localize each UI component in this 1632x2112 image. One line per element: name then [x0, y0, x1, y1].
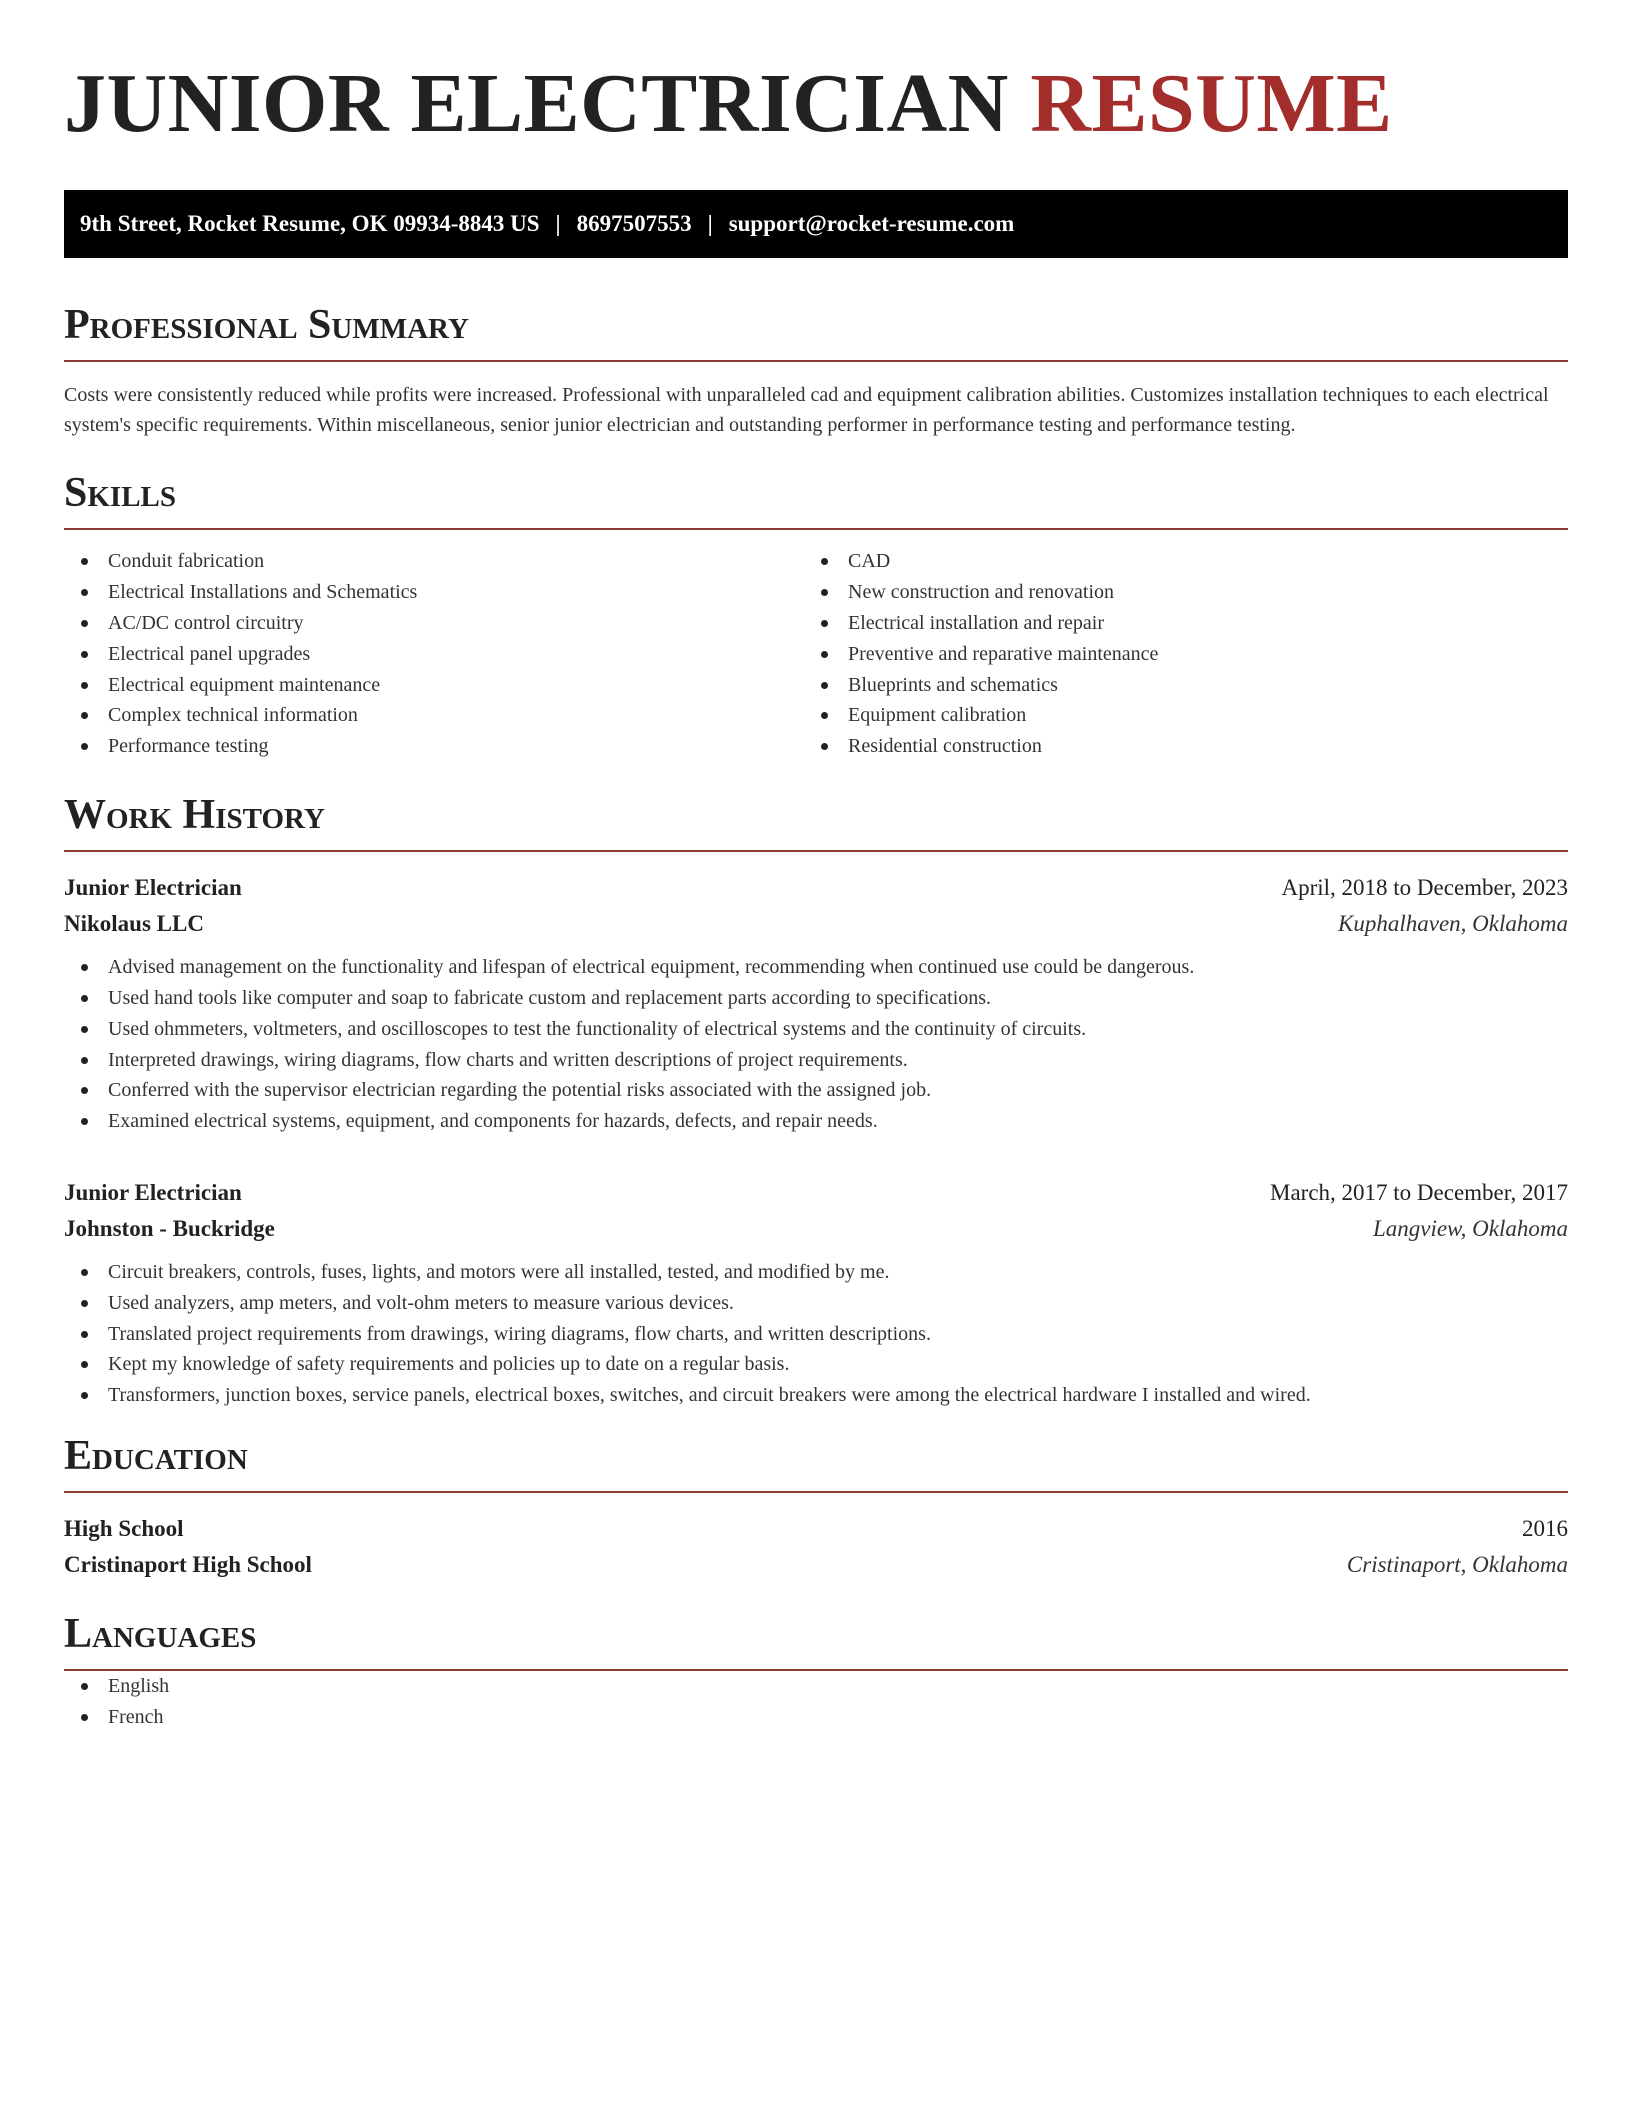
bullet-icon [81, 1118, 88, 1125]
bullet-icon [821, 620, 828, 627]
duty-text: Kept my knowledge of safety requirements and policies up to date on a regular basis. [108, 1353, 790, 1376]
bullet-icon [81, 651, 88, 658]
bullet-icon [81, 1087, 88, 1094]
education-entry [64, 1511, 1568, 1583]
bullet-icon [821, 589, 828, 596]
bullet-icon [81, 1714, 88, 1721]
education-school-row [64, 1547, 1568, 1583]
skill-label: Residential construction [848, 735, 1042, 758]
list-item [804, 546, 1544, 577]
summary-text: Costs were consistently reduced while profits were increased. Professional with unparalleled cad and equipment calibration abilities. Customizes installation techniques to each electrical system's specific requirements. Within miscellaneous, senior junior electrician and outstanding performer in performance testing and performance testing. [64, 384, 1549, 437]
list-item [64, 1349, 1568, 1380]
job-company: Nikolaus LLC [64, 911, 204, 937]
bullet-icon [821, 651, 828, 658]
list-item [804, 731, 1544, 762]
bullet-icon [821, 558, 828, 565]
list-item [64, 1702, 1568, 1733]
bullet-icon [81, 964, 88, 971]
list-item [804, 700, 1544, 731]
job-company-row [64, 906, 1568, 942]
duty-text: Used hand tools like computer and soap to fabricate custom and replacement parts according to specifications. [108, 986, 992, 1009]
duty-text: Examined electrical systems, equipment, and components for hazards, defects, and repair needs. [108, 1110, 878, 1133]
contact-email[interactable]: support@rocket-resume.com [728, 211, 1015, 236]
section-heading: Education [64, 1433, 1568, 1493]
list-item [64, 1380, 1568, 1411]
bullet-icon [81, 1331, 88, 1338]
skill-label: CAD [848, 550, 891, 573]
duty-text: Interpreted drawings, wiring diagrams, flow charts and written descriptions of project requirements. [108, 1048, 908, 1071]
bullet-icon [821, 743, 828, 750]
list-item [804, 639, 1544, 670]
bullet-icon [81, 1361, 88, 1368]
job-duties [64, 1257, 1568, 1411]
bullet-icon [821, 712, 828, 719]
job-title: Junior Electrician [64, 875, 242, 901]
list-item [64, 1106, 1568, 1137]
section-heading: Languages [64, 1611, 1568, 1671]
skills-list-left [64, 546, 804, 762]
list-item [64, 1014, 1568, 1045]
bullet-icon [81, 1269, 88, 1276]
list-item [64, 1045, 1568, 1076]
skill-label: New construction and renovation [848, 581, 1115, 604]
bullet-icon [81, 589, 88, 596]
list-item [804, 577, 1544, 608]
skill-label: Equipment calibration [848, 704, 1027, 727]
list-item [64, 639, 804, 670]
bullet-icon [821, 682, 828, 689]
skill-label: Preventive and reparative maintenance [848, 642, 1159, 665]
bullet-icon [81, 1057, 88, 1064]
skills-grid [64, 546, 1568, 762]
duty-text: Used analyzers, amp meters, and volt-ohm meters to measure various devices. [108, 1291, 734, 1314]
job-header-row [64, 870, 1568, 906]
job-entry [64, 1175, 1568, 1411]
bullet-icon [81, 995, 88, 1002]
skill-label: Electrical Installations and Schematics [108, 581, 418, 604]
skill-label: Electrical panel upgrades [108, 642, 311, 665]
duty-text: Conferred with the supervisor electrician regarding the potential risks associated with the assigned job. [108, 1079, 932, 1102]
bullet-icon [81, 1300, 88, 1307]
section-heading: Professional Summary [64, 302, 1568, 362]
language-label: French [108, 1706, 164, 1729]
job-company: Johnston - Buckridge [64, 1215, 275, 1241]
contact-address: 9th Street, Rocket Resume, OK 09934-8843 US [80, 211, 540, 236]
contact-phone: 8697507553 [576, 211, 692, 236]
duty-text: Circuit breakers, controls, fuses, lights, and motors were all installed, tested, and modified by me. [108, 1260, 890, 1283]
education-section [64, 1433, 1568, 1583]
skills-section [64, 470, 1568, 762]
job-location: Langview, Oklahoma [1372, 1215, 1568, 1241]
language-label: English [108, 1675, 170, 1698]
resume-title [64, 54, 1568, 168]
bullet-icon [81, 1026, 88, 1033]
bullet-icon [81, 743, 88, 750]
duty-text: Transformers, junction boxes, service panels, electrical boxes, switches, and circuit breakers were among the electrical hardware I installed and wired. [108, 1384, 1311, 1407]
job-company-row [64, 1211, 1568, 1247]
bullet-icon [81, 620, 88, 627]
list-item [64, 1319, 1568, 1350]
skill-label: Electrical equipment maintenance [108, 673, 381, 696]
duty-text: Translated project requirements from drawings, wiring diagrams, flow charts, and written descriptions. [108, 1322, 931, 1345]
work-history-section [64, 792, 1568, 1411]
skill-label: Complex technical information [108, 704, 358, 727]
skill-label: Blueprints and schematics [848, 673, 1058, 696]
list-item [64, 731, 804, 762]
contact-bar [64, 190, 1568, 258]
duty-text: Advised management on the functionality and lifespan of electrical equipment, recommending when continued use could be dangerous. [108, 956, 1195, 979]
list-item [64, 608, 804, 639]
bullet-icon [81, 682, 88, 689]
list-item [64, 1671, 1568, 1702]
bullet-icon [81, 558, 88, 565]
languages-list [64, 1671, 1568, 1733]
bullet-icon [81, 712, 88, 719]
bullet-icon [81, 1392, 88, 1399]
section-heading: Work History [64, 792, 1568, 852]
list-item [64, 952, 1568, 983]
list-item [804, 670, 1544, 701]
languages-section [64, 1611, 1568, 1733]
list-item [64, 700, 804, 731]
job-dates: March, 2017 to December, 2017 [1270, 1179, 1568, 1205]
bullet-icon [81, 1683, 88, 1690]
title-accent: RESUME [1030, 57, 1393, 150]
list-item [804, 608, 1544, 639]
education-header-row [64, 1511, 1568, 1547]
skill-label: AC/DC control circuitry [108, 611, 304, 634]
skills-list-right [804, 546, 1544, 762]
job-title: Junior Electrician [64, 1179, 242, 1205]
skill-label: Performance testing [108, 735, 269, 758]
job-entry [64, 870, 1568, 1137]
duty-text: Used ohmmeters, voltmeters, and oscilloscopes to test the functionality of electrical systems and the continuity of circuits. [108, 1017, 1087, 1040]
contact-separator: | [555, 211, 561, 236]
list-item [64, 670, 804, 701]
list-item [64, 546, 804, 577]
title-main: JUNIOR ELECTRICIAN [64, 57, 1009, 150]
job-dates: April, 2018 to December, 2023 [1281, 875, 1568, 901]
contact-separator: | [707, 211, 713, 236]
list-item [64, 983, 1568, 1014]
education-location: Cristinaport, Oklahoma [1346, 1552, 1568, 1578]
summary-section [64, 302, 1568, 440]
section-heading: Skills [64, 470, 1568, 530]
list-item [64, 1257, 1568, 1288]
list-item [64, 1288, 1568, 1319]
list-item [64, 1075, 1568, 1106]
skill-label: Conduit fabrication [108, 550, 265, 573]
education-degree: High School [64, 1516, 184, 1542]
list-item [64, 577, 804, 608]
education-school: Cristinaport High School [64, 1552, 312, 1578]
job-header-row [64, 1175, 1568, 1211]
job-location: Kuphalhaven, Oklahoma [1338, 911, 1568, 937]
job-duties [64, 952, 1568, 1137]
skill-label: Electrical installation and repair [848, 611, 1104, 634]
education-year: 2016 [1522, 1516, 1568, 1542]
